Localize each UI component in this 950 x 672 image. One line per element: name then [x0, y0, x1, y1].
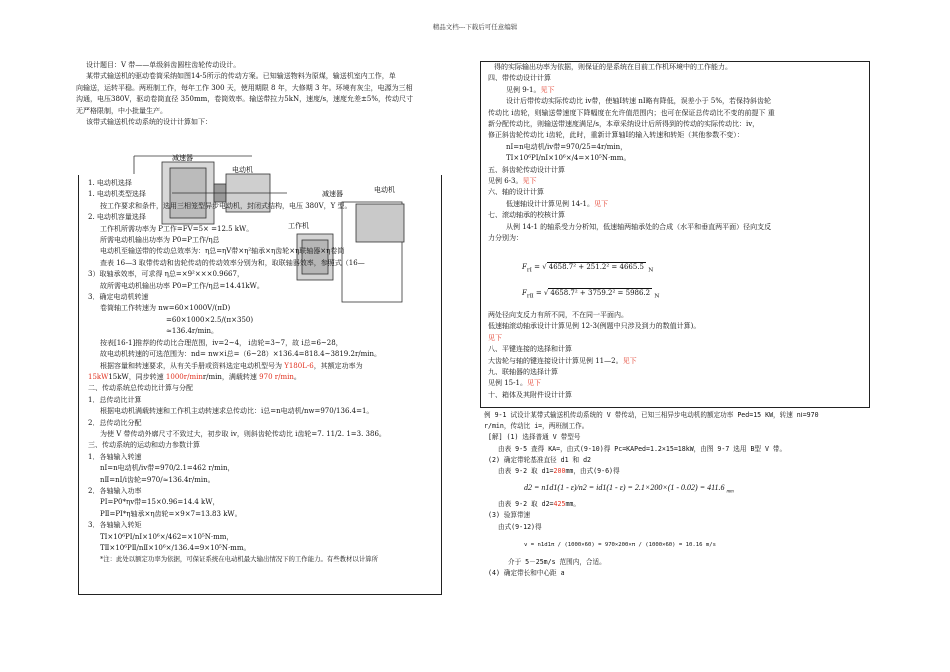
text-line: 力分别为：	[488, 234, 523, 243]
see-line: 见例 15-1。见下	[488, 379, 541, 388]
text-line: 3）取轴承效率，可求得 η总=×9²×××0.9667，	[88, 270, 244, 279]
motor-select-line: 根据容量和转速要求，从有关手册或资料选定电动机型号为 Y180L-6，其额定功率为	[100, 361, 363, 370]
text-line: 为使 V 带传动外廓尺寸不致过大，初步取 iv，则斜齿轮传动比 i齿轮=7. 11/2. 1=3. 386。	[100, 429, 386, 438]
formula-fr1: $F_{rⅠ}$ = √ 4658.7² + 251.2² = 4665.5 $_N$	[522, 263, 654, 274]
heading: 八、平键连接的选择和计算	[488, 345, 572, 354]
step-heading: (4) 确定带长和中心距 a	[488, 569, 565, 578]
text-line: 查表 16—3 取带传动和齿轮传动的传动效率分别为和，取联轴器效率，参照式（16—	[100, 258, 365, 267]
heading: 五、斜齿轮传动设计计算	[488, 165, 565, 174]
text-line: 该带式输送机传动系统的设计计算如下：	[86, 118, 212, 127]
footnote: *注：此处以额定功率为依据，可保证系统在电动机最大输出情况下的工作能力。有些教材以计算所	[100, 555, 378, 564]
text-line: 沟通，电压380V，驱动卷筒直径 350mm，卷筒效率。输送带拉力5kN，速度/s，速度允差±5%，传动尺寸	[76, 95, 414, 104]
heading: 2．总传动比分配	[88, 418, 142, 427]
text-line: PⅡ=PⅠ*η轴承×η齿轮=×9×7=13.83 kW。	[100, 509, 242, 518]
heading: 2. 电动机容量选择	[88, 213, 146, 222]
text-line: 电动机至输送带的传动总效率为：η总=ηV带×η²轴承×η齿轮×η联轴器×η卷筒	[100, 247, 345, 256]
text-line: 某带式输送机的驱动卷筒采纳如图14-5所示的传动方案。已知输送物料为原煤，输送机室内工作，单	[86, 72, 396, 81]
heading: 3．确定电动机转速	[88, 293, 149, 302]
text-line: TⅠ×10⁶PⅠ/nⅠ×10⁶×/4=×10⁵N·mm。	[506, 154, 631, 163]
reducer-label: 减速器	[172, 154, 193, 162]
text-line: 故所需电动机输出功率 P0=P工作/η总=14.41kW。	[100, 281, 264, 290]
design-title: 设计题目：V 带——单级斜齿圆柱齿轮传动设计。	[86, 61, 241, 69]
heading: 1．总传动比计算	[88, 395, 142, 404]
right-body	[484, 62, 868, 245]
heading: 七、滚动轴承的校核计算	[488, 211, 565, 220]
text-line: 传动比 i齿轮，则输送带速度下降幅度在允许值范围内；也可在保证总传动比不变的前提下 重	[488, 108, 775, 117]
text-line: 按表[16-1]推荐的传动比合理范围，iv=2~4， i齿轮=3~7，故 i总=6~28，	[100, 338, 343, 347]
motor-model: Y180L-6	[284, 361, 314, 370]
text-line: 得的实际输出功率为依据，则保证的是系统在目前工作机环境中的工作能力。	[494, 63, 732, 71]
see-line: 低速轴设计计算见例 14-1。见下	[506, 199, 608, 208]
left-body	[78, 178, 438, 566]
reducer-label-2: 减速器	[322, 190, 343, 198]
motor-power-line: 15kW15kW，同步转速 1000r/minr/min，满载转速 970 r/min。	[88, 372, 301, 381]
heading: 1．各轴输入转速	[88, 452, 142, 461]
step-text: 由表 9-2 取 d2=425mm。	[498, 500, 580, 509]
see-line: 大齿轮与轴的键连接设计计算见例 11—2。见下	[488, 356, 637, 365]
text-line: 根据电动机满载转速和工作机主动转速求总传动比：i总=n电动机/nw=970/136.4=1。	[100, 407, 374, 416]
step-heading: (2) 确定带轮基准直径 d1 和 d2	[488, 455, 592, 464]
see-below: 见下	[488, 333, 502, 342]
text-line: 所需电动机输出功率为 P0=P工作/η总	[100, 236, 220, 245]
heading: 二、传动系统总传动比计算与分配	[88, 384, 193, 393]
example-title: 例 9-1 试设计某带式输送机传动系统的 V 带传动，已知三相异步电动机的额定功率 Ped=15 KW，转速 nⅠ=970	[484, 411, 819, 419]
see-line: 见例 6-3。见下	[488, 177, 537, 186]
heading: 1. 电动机类型选择	[88, 190, 146, 199]
formula-fr2: $F_{rⅡ}$ = √ 4658.7² + 3759.2² = 5986.2 $_N$	[522, 289, 660, 300]
machine-label: 工作机	[288, 222, 309, 230]
example-9-1	[484, 410, 876, 579]
motor-label-2: 电动机	[374, 186, 395, 194]
text-line: 设计后带传动实际传动比 iv带，使轴Ⅰ转速 nⅠ略有降低，误差小于 5%，若保持斜齿轮	[506, 97, 772, 106]
step-heading: (3) 验算带速	[488, 511, 531, 520]
text-line: nⅠ=n电动机/iv带=970/2.1=462 r/min，	[100, 464, 235, 473]
motor-label: 电动机	[232, 166, 253, 174]
text-line: 低速轴滚动轴承设计计算见例 12-3(例题中只涉及到力的数值计算)。	[488, 322, 701, 331]
heading: 十、箱体及其附件设计计算	[488, 390, 572, 399]
text-line: 按工作要求和条件，选用三相笼型异步电动机，封闭式结构，电压 380V，Y 型。	[100, 201, 352, 210]
step-text: 由式(9-12)得	[498, 522, 542, 531]
step-text: 由表 9-5 查得 KA=，由式(9-10)得 Pc=KAPed=1.2×15=18kW，由图 9-7 选用 B型 V 带。	[498, 444, 787, 453]
heading: 3．各轴输入转矩	[88, 521, 142, 530]
text-line: TⅡ×10⁶PⅡ/nⅡ×10⁶×/136.4=9×10⁵N·mm。	[100, 544, 251, 552]
step-text: 由表 9-2 取 d1=200mm，由式(9-6)得	[498, 467, 620, 476]
text-line: 无严格限制，中小批量生产。	[76, 106, 167, 115]
heading: 九、联轴器的选择计算	[488, 368, 558, 377]
heading: 2．各轴输入功率	[88, 486, 142, 495]
heading: 六、轴的设计计算	[488, 188, 544, 197]
formula-v: v = n1d1π / (1000×60) = 970×200×π / (1000×60) = 10.16 m/s	[524, 541, 716, 548]
heading: 四、带传动设计计算	[488, 74, 551, 83]
right-body-2	[484, 310, 868, 401]
solve-heading: [解] (1) 选择普通 V 带型号	[488, 433, 581, 442]
text-line: 从例 14-1 的轴系受力分析知，低速轴两轴承处的合成（水平和垂直两平面）径向支反	[506, 222, 772, 231]
text-line: 故电动机转速的可选范围为：nd= nw×i总=（6~28）×136.4=818.4~3819.2r/min。	[100, 350, 382, 359]
text-line: nⅡ=nⅠ/i齿轮=970/≈136.4r/min。	[100, 475, 215, 484]
text-line: 工作机所需功率为 P工作=FV=5× =12.5 kW。	[100, 224, 254, 233]
text-line: 修正斜齿轮传动比 i齿轮，此时，重新计算轴Ⅰ的输入转速和转矩（其他参数不变）：	[488, 131, 744, 140]
text-line: 向输送，运转平稳。两班制工作，每年工作 300 天，使用期限 8 年，大修期 3 年。环境有灰尘，电源为三相	[76, 83, 413, 92]
heading: 三、传动系统的运动和动力参数计算	[88, 441, 200, 450]
step-text: 介于 5－25m/s 范围内，合适。	[508, 557, 606, 566]
text-line: 卷筒轴工作转速为 nw=60×1000V/(πD)	[100, 304, 231, 313]
formula-d2: d2 = n1d1(1 - ε)/n2 = id1(1 - ε) = 2.1×200×(1 - 0.02) = 411.6 $_{mm}$	[524, 483, 734, 495]
text-line: nⅠ=n电动机/iv带=970/25=4r/min，	[506, 142, 628, 151]
text-line: PⅠ=P0*ηv带=15×0.96=14.4 kW，	[100, 498, 220, 507]
heading: 1. 电动机选择	[88, 179, 132, 187]
page-header: 精品文档---下载后可任意编辑	[432, 23, 518, 31]
text-line: 两处径向支反力有所不同，不在同一平面内。	[488, 311, 628, 319]
see-line: 见例 9-1。见下	[506, 85, 555, 94]
text-line: ≈136.4r/min。	[166, 327, 218, 336]
text-line: =60×1000×2.5/(π×350)	[166, 315, 254, 324]
example-title-2: r/min，传动比 i=，两班制工作。	[484, 422, 589, 431]
text-line: 新分配传动比，则输送带速度满足/s，本章采纳设计后所得到的传动的实际传动比：iv，	[488, 120, 760, 129]
text-line: TⅠ×10⁶PⅠ/nⅠ×10⁶×/462=×10⁵N·mm，	[100, 532, 234, 541]
